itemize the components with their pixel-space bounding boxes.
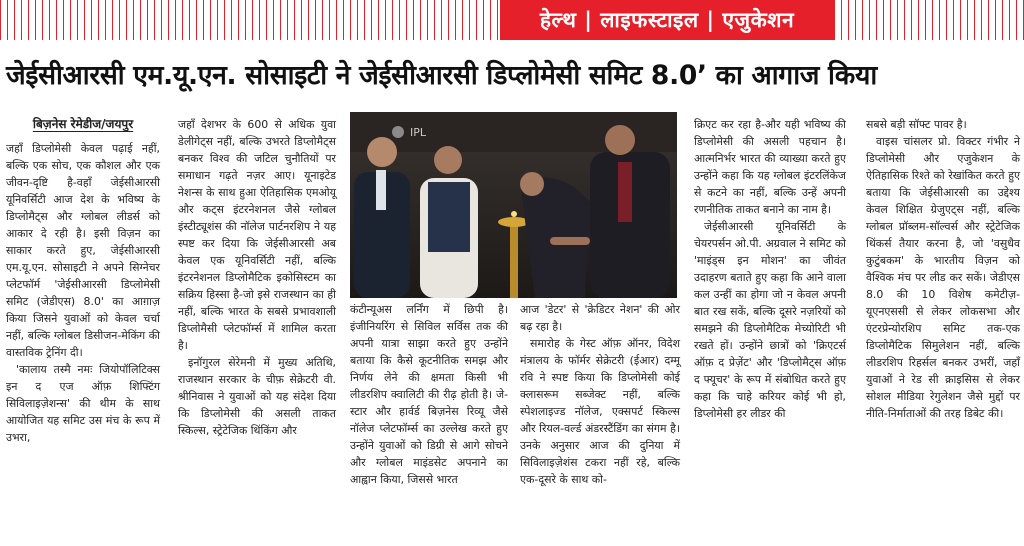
paragraph: सबसे बड़ी सॉफ्ट पावर है। <box>866 118 967 131</box>
paragraph: समारोह के गेस्ट ऑफ़ ऑनर, विदेश मंत्रालय के फॉर्मर सेक्रेटरी (ईआर) दम्मू रवि ने स्पष्ट किया कि डिप्लोमेसी कोई क्लासरूम सब्जेक्ट नहीं, बल्कि स्पेशलाइज्ड नॉलेज, एक्सपर्ट स्किल्स और रियल-वर्ल्ड अंडरस्टैंडिंग का संगम है। उनके अनुसार आज की दुनिया में सिविलाइज़ेशंस टकरा नहीं रहे, बल्कि एक-दूसरे के साथ को- <box>520 337 680 486</box>
article-column-3 <box>350 301 508 488</box>
section-header: हेल्थ | लाइफस्टाइल | एजुकेशन <box>500 0 834 40</box>
article-headline: जेईसीआरसी एम.यू.एन. सोसाइटी ने जेईसीआरसी डिप्लोमेसी समिट 8.0’ का आगाज किया <box>6 60 877 91</box>
byline: बिज़नेस रेमेडीज/जयपुर <box>32 117 134 131</box>
article-column-1 <box>6 116 160 446</box>
paragraph: 'कालाय तस्मै नमः जियोपॉलिटिक्स इन द एज ऑफ़ शिफ्टिंग सिविलाइज़ेशन्स' की थीम के साथ आयोजित यह समिट उस मंच के रूप में उभरा, <box>6 363 160 444</box>
article-column-2 <box>178 116 336 439</box>
header-stripes-right <box>834 0 1024 40</box>
paragraph: आज 'डेटर' से 'क्रेडिटर नेशन' की ओर बढ़ रहा है। <box>520 303 680 333</box>
article-column-6 <box>866 116 1020 422</box>
paragraph: जहाँ डिप्लोमेसी केवल पढ़ाई नहीं, बल्कि एक सोच, एक कौशल और एक जीवन-दृष्टि है-वहाँ जेईसीआरसी यूनिवर्सिटी आज देश के भविष्य के डिप्लोमैट्स और ग्लोबल लीडर्स को आकार दे रही है। इसी विज़न का साकार करते हुए, जेईसीआरसी एम.यू.एन. सोसाइटी ने अपने सिग्नेचर प्लेटफॉर्म 'जेईसीआरसी डिप्लोमेसी समिट (जेडीएस) 8.0' का आग़ाज़ किया जिसने युवाओं को केवल चर्चा नहीं, बल्कि ग्लोबल डिसीजन-मेकिंग की वास्तविक ट्रेनिंग दी। <box>6 142 160 359</box>
paragraph: जेईसीआरसी यूनिवर्सिटी के चेयरपर्सन ओ.पी. अग्रवाल ने समिट को 'माइंड्स इन मोशन' का जीवंत उदाहरण बताते हुए कहा कि आने वाला कल उन्हीं का होगा जो न केवल अपनी बात रख सकें, बल्कि दूसरे नज़रियों को समझने की डिप्लोमैटिक मेच्योरिटी भी रखते हों। उन्होंने छात्रों को 'क्रिएटर्स ऑफ़ द प्रेज़ेंट' और 'डिप्लोमैट्स ऑफ़ द फ्यूचर' के रूप में संबोधित करते हुए कहा कि चाहे करियर कोई भी हो, डिप्लोमेसी हर लीडर की <box>694 220 846 420</box>
paragraph: जहाँ देशभर के 600 से अधिक युवा डेलीगेट्स नहीं, बल्कि उभरते डिप्लोमैट्स बनकर विश्व की जटिल चुनौतियों पर समाधान गढ़ते नज़र आए। यूनाइटेड नेशन्स के साथ हुआ ऐतिहासिक एमओयू और कट्स इंटरनेशनल जैसे ग्लोबल इंस्टीट्यूशंस की नॉलेज पार्टनरशिप ने यह स्पष्ट कर दिया कि जेईसीआरसी अब केवल एक यूनिवर्सिटी नहीं, बल्कि इंटरनेशनल डिप्लोमैटिक इकोसिस्टम का सक्रिय हिस्सा है-जो इसे राजस्थान का ही नहीं, बल्कि भारत के सबसे प्रभावशाली डिप्लोमैसी प्लेटफॉर्म्स में शामिल करता है। <box>178 118 336 352</box>
article-column-5 <box>694 116 846 422</box>
event-photo <box>350 112 677 298</box>
paragraph: कंटीन्यूअस लर्निंग में छिपी है। इंजीनियरिंग से सिविल सर्विस तक की अपनी यात्रा साझा करते हुए उन्होंने बताया कि कैसे कूटनीतिक समझ और निर्णय लेने की क्षमता किसी भी लीडरशिप क्वालिटी की रीढ़ होती है। जे-स्टार और हार्वर्ड बिज़नेस रिव्यू जैसे नॉलेज प्लेटफॉर्म्स का उल्लेख करते हुए उन्होंने युवाओं को डिग्री से आगे सोचने और ग्लोबल माइंडसेट अपनाने का आह्वान किया, जिससे भारत <box>350 303 508 486</box>
paragraph: क्रिएट कर रहा है-और यही भविष्य की डिप्लोमेसी की असली पहचान है। आत्मनिर्भर भारत की व्याख्या करते हुए उन्होंने कहा कि यह ग्लोबल इंटरलिंकेज से कटने का नहीं, बल्कि उन्हें अपनी रणनीतिक ताकत बनाने का नाम है। <box>694 118 846 216</box>
lamp-lighting-photo <box>350 112 677 298</box>
paragraph: वाइस चांसलर प्रो. विक्टर गंभीर ने डिप्लोमेसी और एजुकेशन के ऐतिहासिक रिश्ते को रेखांकित करते हुए बताया कि जेईसीआरसी का उद्देश्य केवल शिक्षित ग्रेजुएट्स नहीं, बल्कि ग्लोबल प्रॉब्लम-सॉल्वर्स और स्ट्रेटेजिक थिंकर्स तैयार करना है, जो 'वसुधैव कुटुंबकम' के भारतीय विज़न को वैश्विक मंच पर लीड कर सकें। जेडीएस 8.0 की 10 विशेष कमेटीज़-यूएनएससी से लेकर लोकसभा और एंटरप्रेन्योरशिप समिट तक-एक डिप्लोमैटिक सिमुलेशन नहीं, बल्कि लीडरशिप रिहर्सल बनकर उभरीं, जहाँ युवाओं ने रेड सी क्राइसिस से लेकर सोशल मीडिया रेगुलेशन जैसे मुद्दों पर नीति-निर्माताओं की तरह डिबेट की। <box>866 135 1020 420</box>
article-column-4 <box>520 301 680 488</box>
paragraph: इनॉगुरल सेरेमनी में मुख्य अतिथि, राजस्थान सरकार के चीफ़ सेक्रेटरी वी. श्रीनिवास ने युवाओं को यह संदेश दिया कि डिप्लोमेसी की असली ताकत स्किल्स, स्ट्रेटेजिक थिंकिंग और <box>178 356 336 437</box>
photo-banner-text: IPL <box>410 126 427 139</box>
header-stripes-left <box>0 0 500 40</box>
